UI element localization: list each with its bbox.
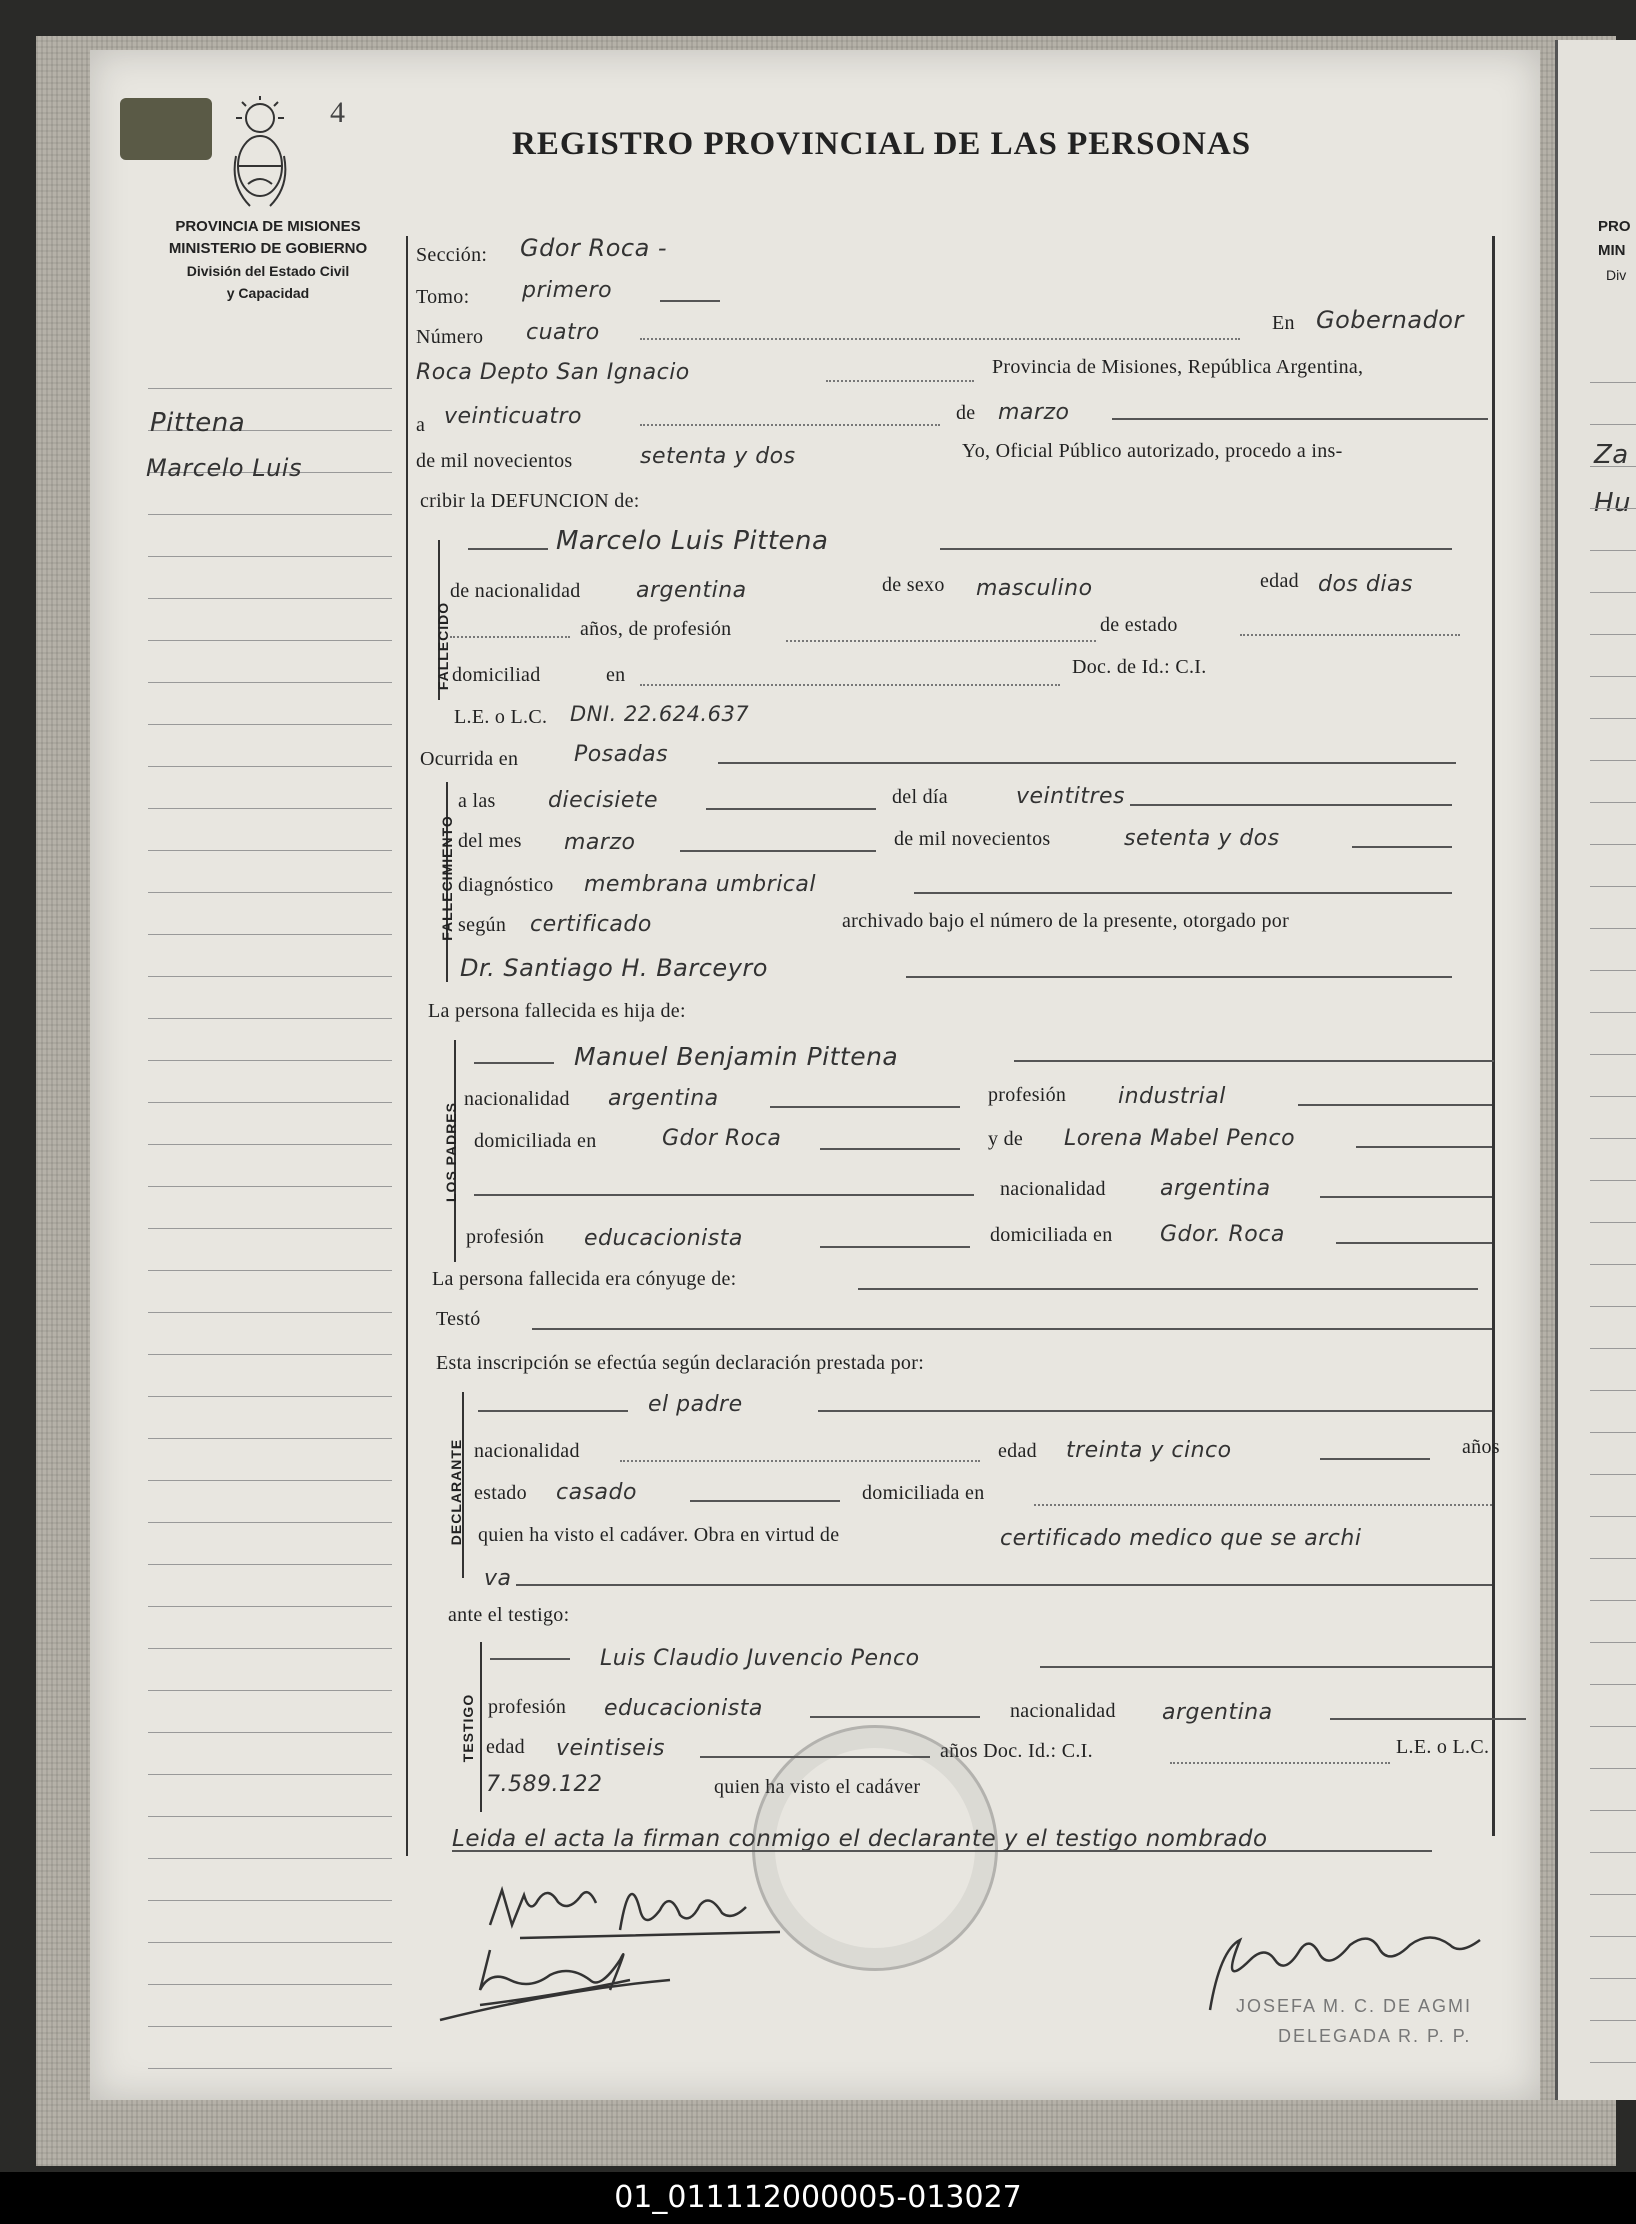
margin-rule bbox=[148, 1144, 392, 1145]
margin-rule bbox=[148, 556, 392, 557]
margin-rule bbox=[148, 850, 392, 851]
declarante-leader-line bbox=[478, 1410, 628, 1412]
anos-label: años, de profesión bbox=[580, 618, 732, 640]
madre-dom-label: domiciliada en bbox=[990, 1224, 1113, 1246]
conyuge-line bbox=[858, 1288, 1478, 1290]
division-line-1: División del Estado Civil bbox=[186, 263, 350, 279]
anos-dots bbox=[450, 636, 570, 638]
testigo-name: Luis Claudio Juvencio Penco bbox=[600, 1646, 920, 1671]
diagnostico-label: diagnóstico bbox=[458, 874, 554, 896]
next-page-rule bbox=[1590, 1894, 1636, 1895]
anio-value: setenta y dos bbox=[1124, 826, 1280, 851]
padre-prof-value: industrial bbox=[1118, 1084, 1226, 1109]
en-label: En bbox=[1272, 312, 1295, 334]
next-page-rule bbox=[1590, 424, 1636, 425]
declarante-nac-label: nacionalidad bbox=[474, 1440, 580, 1462]
madre-prof-line bbox=[820, 1246, 970, 1248]
testigo-anos-doc-label: años Doc. Id.: C.I. bbox=[940, 1740, 1093, 1762]
tomo-value: primero bbox=[522, 278, 613, 303]
archive-label-tag bbox=[120, 98, 212, 160]
day-dots bbox=[640, 424, 940, 426]
next-page-ministry: MIN bbox=[1598, 242, 1626, 259]
next-page-division: Div bbox=[1606, 267, 1627, 283]
next-page-rule bbox=[1590, 1222, 1636, 1223]
declarante-estado-line bbox=[690, 1500, 840, 1502]
next-page-rule bbox=[1590, 1978, 1636, 1979]
place-dots bbox=[826, 380, 974, 382]
dia-value: veintitres bbox=[1016, 784, 1126, 809]
padre-nac-value: argentina bbox=[608, 1086, 719, 1111]
seccion-label: Sección: bbox=[416, 244, 488, 266]
next-page bbox=[1555, 40, 1636, 2100]
testigo-prof-value: educacionista bbox=[604, 1696, 763, 1721]
padre-nac-label: nacionalidad bbox=[464, 1088, 570, 1110]
next-page-handwriting-1: Za bbox=[1594, 440, 1629, 470]
form-right-border bbox=[1492, 236, 1495, 1836]
mes-value: marzo bbox=[564, 830, 636, 855]
page-number: 4 bbox=[330, 96, 345, 129]
madre-blank-line bbox=[474, 1194, 974, 1196]
ocurrida-value: Posadas bbox=[574, 742, 669, 767]
doc-label: Doc. de Id.: C.I. bbox=[1072, 656, 1207, 678]
profesion-dots bbox=[786, 640, 1096, 642]
diagnostico-line bbox=[914, 892, 1452, 894]
next-page-rule bbox=[1590, 1684, 1636, 1685]
declarante-visto-text: quien ha visto el cadáver. Obra en virtud de bbox=[478, 1524, 840, 1546]
margin-rule bbox=[148, 1942, 392, 1943]
next-page-rule bbox=[1590, 1390, 1636, 1391]
seccion-value: Gdor Roca - bbox=[520, 234, 668, 262]
margin-rule bbox=[148, 892, 392, 893]
mes-label: del mes bbox=[458, 830, 522, 852]
next-page-rule bbox=[1590, 1642, 1636, 1643]
witness-signature bbox=[420, 1940, 720, 2030]
padre-dom-line bbox=[820, 1148, 960, 1150]
next-page-rule bbox=[1590, 1180, 1636, 1181]
next-page-rule bbox=[1590, 1096, 1636, 1097]
margin-rule bbox=[148, 1564, 392, 1565]
margin-rule bbox=[148, 1816, 392, 1817]
estado-dots bbox=[1240, 634, 1460, 636]
next-page-rule bbox=[1590, 1852, 1636, 1853]
margin-rule bbox=[148, 766, 392, 767]
next-page-rule bbox=[1590, 844, 1636, 845]
testigo-visto-text: quien ha visto el cadáver bbox=[714, 1776, 921, 1798]
madre-prof-label: profesión bbox=[466, 1226, 545, 1248]
margin-rule bbox=[148, 1732, 392, 1733]
testigo-doc-value: 7.589.122 bbox=[486, 1772, 603, 1797]
tomo-fill-line bbox=[660, 300, 720, 302]
margin-rule bbox=[148, 1228, 392, 1229]
padre-trailing-line bbox=[1014, 1060, 1494, 1062]
division-line-2: y Capacidad bbox=[226, 285, 310, 301]
madre-dom-line bbox=[1336, 1242, 1492, 1244]
testo-line bbox=[532, 1328, 1492, 1330]
madre-name: Lorena Mabel Penco bbox=[1064, 1126, 1296, 1151]
next-page-rule bbox=[1590, 1936, 1636, 1937]
ocurrida-line bbox=[718, 762, 1456, 764]
ministry-block bbox=[148, 216, 388, 304]
testigo-bracket bbox=[480, 1642, 482, 1812]
margin-rule bbox=[148, 1354, 392, 1355]
testigo-edad-value: veintiseis bbox=[556, 1736, 665, 1761]
padre-dom-label: domiciliada en bbox=[474, 1130, 597, 1152]
next-page-rule bbox=[1590, 1054, 1636, 1055]
margin-rule bbox=[148, 1774, 392, 1775]
next-page-rule bbox=[1590, 592, 1636, 593]
declarante-estado-label: estado bbox=[474, 1482, 527, 1504]
fallecido-section-label: FALLECIDO bbox=[435, 601, 451, 691]
declarante-trailing-line bbox=[818, 1410, 1492, 1412]
inscribir-text: cribir la DEFUNCION de: bbox=[420, 490, 640, 512]
numero-dots bbox=[640, 338, 1240, 340]
testigo-le-label: L.E. o L.C. bbox=[1396, 1736, 1490, 1758]
oficial-text: Yo, Oficial Público autorizado, procedo a ins- bbox=[962, 440, 1343, 462]
next-page-rule bbox=[1590, 1264, 1636, 1265]
next-page-rule bbox=[1590, 1138, 1636, 1139]
margin-surname: Pittena bbox=[150, 408, 246, 438]
margin-rule bbox=[148, 1480, 392, 1481]
madre-dom-value: Gdor. Roca bbox=[1160, 1222, 1285, 1247]
next-page-rule bbox=[1590, 2062, 1636, 2063]
province-name: PROVINCIA DE MISIONES bbox=[175, 218, 361, 235]
testo-label: Testó bbox=[436, 1308, 481, 1330]
margin-rule bbox=[148, 934, 392, 935]
margin-rule bbox=[148, 1060, 392, 1061]
margin-rule bbox=[148, 1186, 392, 1187]
image-id-caption: 01_011112000005-013027 bbox=[0, 2172, 1636, 2224]
next-page-rule bbox=[1590, 382, 1636, 383]
padre-leader-line bbox=[474, 1062, 554, 1064]
declarante-intro: Esta inscripción se efectúa según declaración prestada por: bbox=[436, 1352, 925, 1374]
ocurrida-label: Ocurrida en bbox=[420, 748, 519, 770]
numero-label: Número bbox=[416, 326, 484, 348]
margin-rule bbox=[148, 514, 392, 515]
declarante-anos-label: años bbox=[1462, 1436, 1500, 1458]
next-page-rule bbox=[1590, 1726, 1636, 1727]
padres-intro: La persona fallecida es hija de: bbox=[428, 1000, 686, 1022]
padre-prof-line bbox=[1298, 1104, 1492, 1106]
next-page-rule bbox=[1590, 718, 1636, 719]
next-page-rule bbox=[1590, 1558, 1636, 1559]
next-page-rule bbox=[1590, 466, 1636, 467]
domiciliado-label: domiciliad bbox=[452, 664, 541, 686]
next-page-rule bbox=[1590, 550, 1636, 551]
margin-rule bbox=[148, 1858, 392, 1859]
name-trailing-line bbox=[940, 548, 1452, 550]
margin-rule bbox=[148, 1396, 392, 1397]
anio-label: de mil novecientos bbox=[894, 828, 1051, 850]
margin-rule bbox=[148, 1102, 392, 1103]
margin-rule bbox=[148, 1522, 392, 1523]
numero-value: cuatro bbox=[526, 320, 600, 345]
testigo-nac-line bbox=[1330, 1718, 1526, 1720]
testigo-leader-line bbox=[490, 1658, 570, 1660]
madre-nac-value: argentina bbox=[1160, 1176, 1271, 1201]
margin-rule bbox=[148, 640, 392, 641]
next-page-rule bbox=[1590, 1474, 1636, 1475]
margin-rule bbox=[148, 682, 392, 683]
y-de-label: y de bbox=[988, 1128, 1024, 1150]
testigo-intro: ante el testigo: bbox=[448, 1604, 570, 1626]
declarante-virtud-value: certificado medico que se archi bbox=[1000, 1526, 1362, 1551]
coat-of-arms-icon bbox=[230, 96, 290, 212]
hora-label: a las bbox=[458, 790, 496, 812]
testigo-ci-dots bbox=[1170, 1762, 1390, 1764]
estado-label: de estado bbox=[1100, 614, 1178, 636]
declarante-virtud-cont: va bbox=[484, 1566, 512, 1591]
next-page-rule bbox=[1590, 2020, 1636, 2021]
declarante-virtud-line bbox=[516, 1584, 1492, 1586]
edad-value: dos dias bbox=[1318, 572, 1413, 597]
le-value: DNI. 22.624.637 bbox=[570, 702, 750, 726]
next-page-rule bbox=[1590, 508, 1636, 509]
diagnostico-value: membrana umbrical bbox=[584, 872, 816, 897]
conyuge-label: La persona fallecida era cónyuge de: bbox=[432, 1268, 737, 1290]
testigo-nac-value: argentina bbox=[1162, 1700, 1273, 1725]
madre-nac-line bbox=[1320, 1196, 1492, 1198]
ministry-name: MINISTERIO DE GOBIERNO bbox=[168, 240, 368, 257]
en-value: Gobernador bbox=[1316, 306, 1464, 334]
testigo-prof-label: profesión bbox=[488, 1696, 567, 1718]
margin-rule bbox=[148, 1270, 392, 1271]
margin-rule bbox=[148, 1984, 392, 1985]
a-label: a bbox=[416, 414, 426, 436]
official-name-stamp: JOSEFA M. C. DE AGMI bbox=[1236, 1996, 1473, 2016]
edad-label: edad bbox=[1260, 570, 1299, 592]
margin-rule bbox=[148, 1312, 392, 1313]
archivado-text: archivado bajo el número de la presente, otorgado por bbox=[842, 910, 1290, 932]
sexo-label: de sexo bbox=[882, 574, 945, 596]
next-page-rule bbox=[1590, 1348, 1636, 1349]
declarante-name: el padre bbox=[648, 1392, 743, 1417]
next-page-rule bbox=[1590, 634, 1636, 635]
deceased-name: Marcelo Luis Pittena bbox=[556, 526, 829, 556]
name-leader-line bbox=[468, 548, 548, 550]
next-page-rule bbox=[1590, 1516, 1636, 1517]
sexo-value: masculino bbox=[976, 576, 1093, 601]
hora-line bbox=[706, 808, 876, 810]
form-left-border bbox=[406, 236, 408, 1856]
testigo-trailing-line bbox=[1040, 1666, 1492, 1668]
doctor-line bbox=[906, 976, 1452, 978]
margin-rule bbox=[148, 1018, 392, 1019]
hora-value: diecisiete bbox=[548, 788, 659, 813]
year-value: setenta y dos bbox=[640, 444, 796, 469]
declarante-edad-line bbox=[1320, 1458, 1430, 1460]
margin-rule bbox=[148, 724, 392, 725]
closing-text: Leida el acta la firman conmigo el declarante y el testigo nombrado bbox=[452, 1826, 1268, 1852]
margin-rule bbox=[148, 808, 392, 809]
domicilio-dots bbox=[640, 684, 1060, 686]
next-page-rule bbox=[1590, 760, 1636, 761]
next-page-rule bbox=[1590, 802, 1636, 803]
tomo-label: Tomo: bbox=[416, 286, 470, 308]
next-page-rule bbox=[1590, 1306, 1636, 1307]
next-page-rule bbox=[1590, 676, 1636, 677]
day-value: veinticuatro bbox=[444, 404, 582, 429]
declarante-dom-label: domiciliada en bbox=[862, 1482, 985, 1504]
declarante-estado-value: casado bbox=[556, 1480, 637, 1505]
next-page-rule bbox=[1590, 886, 1636, 887]
next-page-rule bbox=[1590, 1012, 1636, 1013]
testigo-prof-line bbox=[810, 1716, 980, 1718]
declarante-edad-label: edad bbox=[998, 1440, 1037, 1462]
declarante-dom-dots bbox=[1034, 1504, 1492, 1506]
margin-given-names: Marcelo Luis bbox=[146, 454, 302, 482]
margin-rule bbox=[148, 1690, 392, 1691]
margin-rule bbox=[148, 1438, 392, 1439]
declarante-nac-dots bbox=[620, 1460, 980, 1462]
le-label: L.E. o L.C. bbox=[454, 706, 548, 728]
page-title: REGISTRO PROVINCIAL DE LAS PERSONAS bbox=[512, 126, 1252, 162]
next-page-rule bbox=[1590, 1432, 1636, 1433]
margin-rule bbox=[148, 976, 392, 977]
next-page-rule bbox=[1590, 1600, 1636, 1601]
margin-rule bbox=[148, 2026, 392, 2027]
year-prefix: de mil novecientos bbox=[416, 450, 573, 472]
doctor-value: Dr. Santiago H. Barceyro bbox=[460, 954, 768, 982]
fallecimiento-section-label: FALLECIMIENTO bbox=[439, 815, 455, 941]
madre-prof-value: educacionista bbox=[584, 1226, 743, 1251]
provincia-text: Provincia de Misiones, República Argentina, bbox=[992, 356, 1364, 378]
mes-line bbox=[680, 850, 876, 852]
next-page-rule bbox=[1590, 1810, 1636, 1811]
segun-value: certificado bbox=[530, 912, 652, 937]
padre-name: Manuel Benjamin Pittena bbox=[574, 1042, 899, 1071]
next-page-rule bbox=[1590, 970, 1636, 971]
padre-nac-line bbox=[770, 1106, 960, 1108]
padres-section-label: LOS PADRES bbox=[443, 1102, 459, 1202]
nacionalidad-label: de nacionalidad bbox=[450, 580, 581, 602]
next-page-province: PRO bbox=[1598, 218, 1631, 235]
margin-rule bbox=[148, 1606, 392, 1607]
madre-name-line bbox=[1356, 1146, 1492, 1148]
segun-label: según bbox=[458, 914, 507, 936]
place-value: Roca Depto San Ignacio bbox=[416, 360, 690, 385]
testigo-section-label: TESTIGO bbox=[460, 1693, 476, 1763]
nacionalidad-value: argentina bbox=[636, 578, 747, 603]
declarante-section-label: DECLARANTE bbox=[448, 1438, 464, 1546]
margin-rule bbox=[148, 2068, 392, 2069]
next-page-handwriting-2: Hu bbox=[1594, 488, 1632, 518]
testigo-edad-label: edad bbox=[486, 1736, 525, 1758]
padre-dom-value: Gdor Roca bbox=[662, 1126, 782, 1151]
margin-rule bbox=[148, 598, 392, 599]
declarante-edad-value: treinta y cinco bbox=[1066, 1438, 1232, 1463]
margin-rule bbox=[148, 1648, 392, 1649]
padre-prof-label: profesión bbox=[988, 1084, 1067, 1106]
margin-rule bbox=[148, 388, 392, 389]
margin-rule bbox=[148, 1900, 392, 1901]
next-page-rule bbox=[1590, 928, 1636, 929]
dia-label: del día bbox=[892, 786, 948, 808]
testigo-nac-label: nacionalidad bbox=[1010, 1700, 1116, 1722]
official-title-stamp: DELEGADA R. P. P. bbox=[1278, 2026, 1472, 2046]
madre-nac-label: nacionalidad bbox=[1000, 1178, 1106, 1200]
month-value: marzo bbox=[998, 400, 1070, 425]
domiciliado-en: en bbox=[606, 664, 626, 686]
anio-line bbox=[1352, 846, 1452, 848]
next-page-rule bbox=[1590, 1768, 1636, 1769]
dia-line bbox=[1130, 804, 1452, 806]
de-label: de bbox=[956, 402, 976, 424]
month-line bbox=[1112, 418, 1488, 420]
